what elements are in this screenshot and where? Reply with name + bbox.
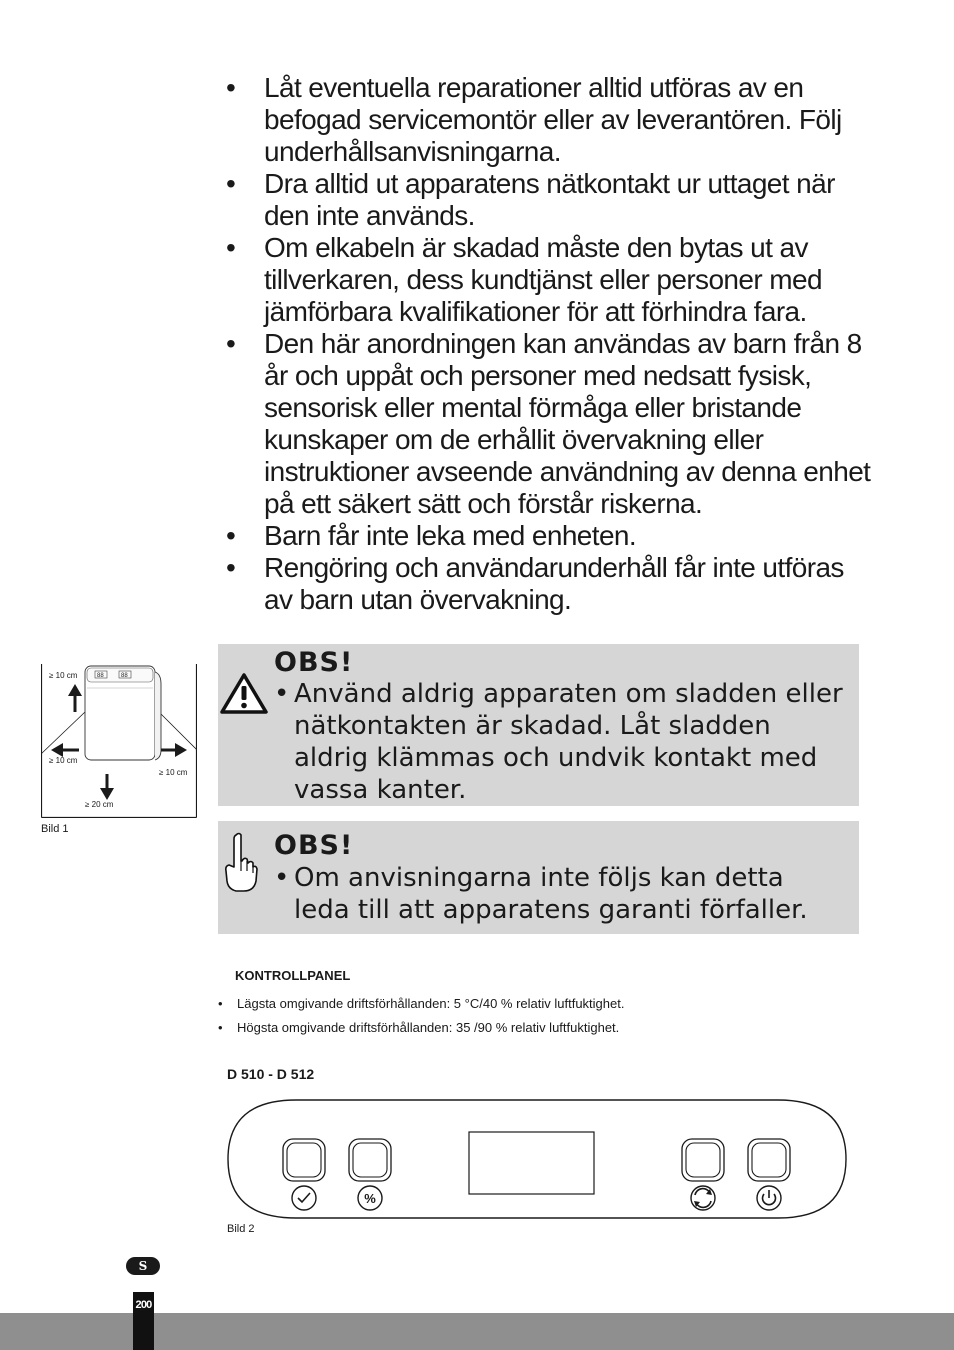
arrow-left-icon — [51, 743, 79, 757]
bullet: • — [226, 232, 236, 263]
list-item — [226, 328, 874, 520]
obs-warning-box — [218, 644, 859, 806]
percent-symbol: % — [364, 1191, 376, 1206]
list-item — [226, 552, 874, 616]
clearance-label-top: ≥ 10 cm — [49, 671, 78, 680]
percent-icon — [358, 1186, 382, 1210]
bullet: • — [218, 1020, 223, 1035]
obs-text — [274, 862, 844, 926]
list-item-text: Barn får inte leka med enheten. — [264, 520, 637, 551]
safety-instructions-list — [226, 72, 874, 616]
power-icon — [757, 1186, 781, 1210]
clearance-label-bottom: ≥ 20 cm — [85, 800, 114, 809]
obs-info-box — [218, 821, 859, 934]
list-item — [226, 232, 874, 328]
clearance-label-right: ≥ 10 cm — [159, 768, 188, 777]
list-item — [218, 992, 624, 1016]
bullet: • — [274, 679, 290, 709]
list-item-text: Högsta omgivande driftsförhållanden: 35 /90 % relativ luftfuktighet. — [237, 1020, 620, 1035]
bullet: • — [218, 996, 223, 1011]
bullet: • — [226, 72, 236, 103]
obs-text-content: Använd aldrig apparaten om sladden eller nätkontakten är skadad. Låt sladden aldrig klämmas och undvik kontakt med vassa kanter. — [294, 679, 843, 805]
figure-caption: Bild 2 — [227, 1223, 255, 1235]
bullet: • — [274, 863, 290, 893]
arrow-up-icon — [68, 684, 82, 712]
display-window — [469, 1132, 594, 1194]
clearance-diagram — [41, 664, 197, 818]
clearance-label-left: ≥ 10 cm — [49, 756, 78, 765]
arrow-right-icon — [161, 743, 187, 757]
list-item-text: Lägsta omgivande driftsförhållanden: 5 °C/40 % relativ luftfuktighet. — [237, 996, 625, 1011]
section-title: KONTROLLPANEL — [235, 968, 351, 983]
obs-text — [274, 678, 844, 806]
check-icon — [292, 1186, 316, 1210]
list-item-text: Rengöring och användarunderhåll får inte utföras av barn utan övervakning. — [264, 552, 844, 615]
figure-caption: Bild 1 — [41, 823, 69, 835]
operating-conditions-list — [218, 992, 624, 1040]
bullet: • — [226, 328, 236, 359]
display-readout-left: 88 — [97, 673, 104, 679]
dehumidifier-icon — [85, 666, 161, 760]
fan-cycle-icon — [691, 1186, 715, 1210]
bullet: • — [226, 168, 236, 199]
model-name: D 510 - D 512 — [227, 1066, 315, 1082]
list-item-text: Dra alltid ut apparatens nätkontakt ur uttaget när den inte används. — [264, 168, 835, 231]
list-item-text: Låt eventuella reparationer alltid utföras av en befogad servicemontör eller av leverantören. Följ underhållsanvisningarna. — [264, 72, 842, 167]
display-readout-right: 88 — [121, 673, 128, 679]
list-item — [226, 168, 874, 232]
bullet: • — [226, 520, 236, 551]
obs-text-content: Om anvisningarna inte följs kan detta leda till att apparatens garanti förfaller. — [294, 863, 808, 925]
control-panel-diagram — [226, 1098, 848, 1220]
list-item-text: Om elkabeln är skadad måste den bytas ut av tillverkaren, dess kundtjänst eller personer med jämförbara kvalifikationer för att förhindra fara. — [264, 232, 822, 327]
list-item-text: Den här anordningen kan användas av barn från 8 år och uppåt och personer med nedsatt fysisk, sensorisk eller mental förmåga eller bristande kunskaper om de erhållit övervakning eller instruktioner avseende användning av denna enhet på ett säkert sätt och förstår riskerna. — [264, 328, 871, 519]
list-item — [226, 520, 874, 552]
warning-triangle-icon — [220, 672, 268, 714]
arrow-down-icon — [100, 774, 114, 800]
list-item — [226, 72, 874, 168]
page-number: 200 — [135, 1299, 152, 1311]
list-item — [218, 1016, 624, 1040]
bullet: • — [226, 552, 236, 583]
obs-title: OBS! — [274, 830, 354, 861]
language-badge: S — [126, 1257, 160, 1275]
pointing-hand-icon — [224, 831, 258, 893]
obs-title: OBS! — [274, 647, 354, 678]
